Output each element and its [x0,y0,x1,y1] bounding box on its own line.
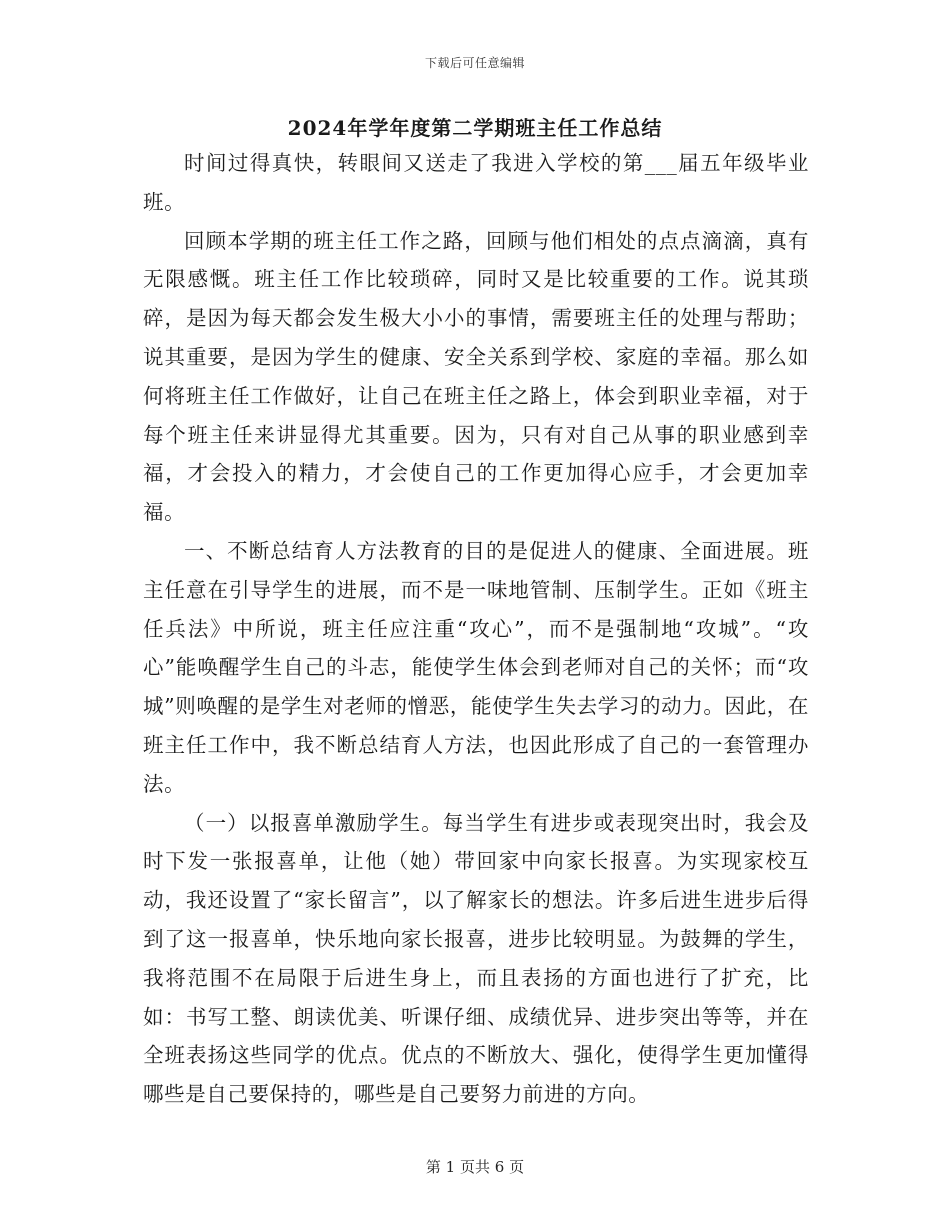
paragraph-section-one: 一、不断总结育人方法教育的目的是促进人的健康、全面进展。班主任意在引导学生的进展，而不是一味地管制、压制学生。正如《班主任兵法》中所说，班主任应注重“攻心”，而不是强制地“攻城”。“攻心”能唤醒学生自己的斗志，能使学生体会到老师对自己的关怀；而“攻城”则唤醒的是学生对老师的憎恶，能使学生失去学习的动力。因此，在班主任工作中，我不断总结育人方法，也因此形成了自己的一套管理办法。 [143,538,809,796]
paragraph-subsection-one: （一）以报喜单激励学生。每当学生有进步或表现突出时，我会及时下发一张报喜单，让他（她）带回家中向家长报喜。为实现家校互动，我还设置了“家长留言”，以了解家长的想法。许多后进生进步后得到了这一报喜单，快乐地向家长报喜，进步比较明显。为鼓舞的学生，我将范围不在局限于后进生身上，而且表扬的方面也进行了扩充，比如：书写工整、朗读优美、听课仔细、成绩优异、进步突出等等，并在全班表扬这些同学的优点。优点的不断放大、强化，使得学生更加懂得哪些是自己要保持的，哪些是自己要努力前进的方向。 [143,810,809,1107]
document-title: 2024年学年度第二学期班主任工作总结 [287,116,663,140]
document-body [143,144,809,1114]
header-note: 下载后可任意编辑 [424,56,525,70]
page-footer: 第 1 页共 6 页 [425,1158,525,1176]
paragraph-review: 回顾本学期的班主任工作之路，回顾与他们相处的点点滴滴，真有无限感慨。班主任工作比较琐碎，同时又是比较重要的工作。说其琐碎，是因为每天都会发生极大小小的事情，需要班主任的处理与帮助；说其重要，是因为学生的健康、安全关系到学校、家庭的幸福。那么如何将班主任工作做好，让自己在班主任之路上，体会到职业幸福，对于每个班主任来讲显得尤其重要。因为，只有对自己从事的职业感到幸福，才会投入的精力，才会使自己的工作更加得心应手，才会更加幸福。 [143,228,809,525]
paragraph-intro: 时间过得真快，转眼间又送走了我进入学校的第___届五年级毕业班。 [143,151,809,214]
